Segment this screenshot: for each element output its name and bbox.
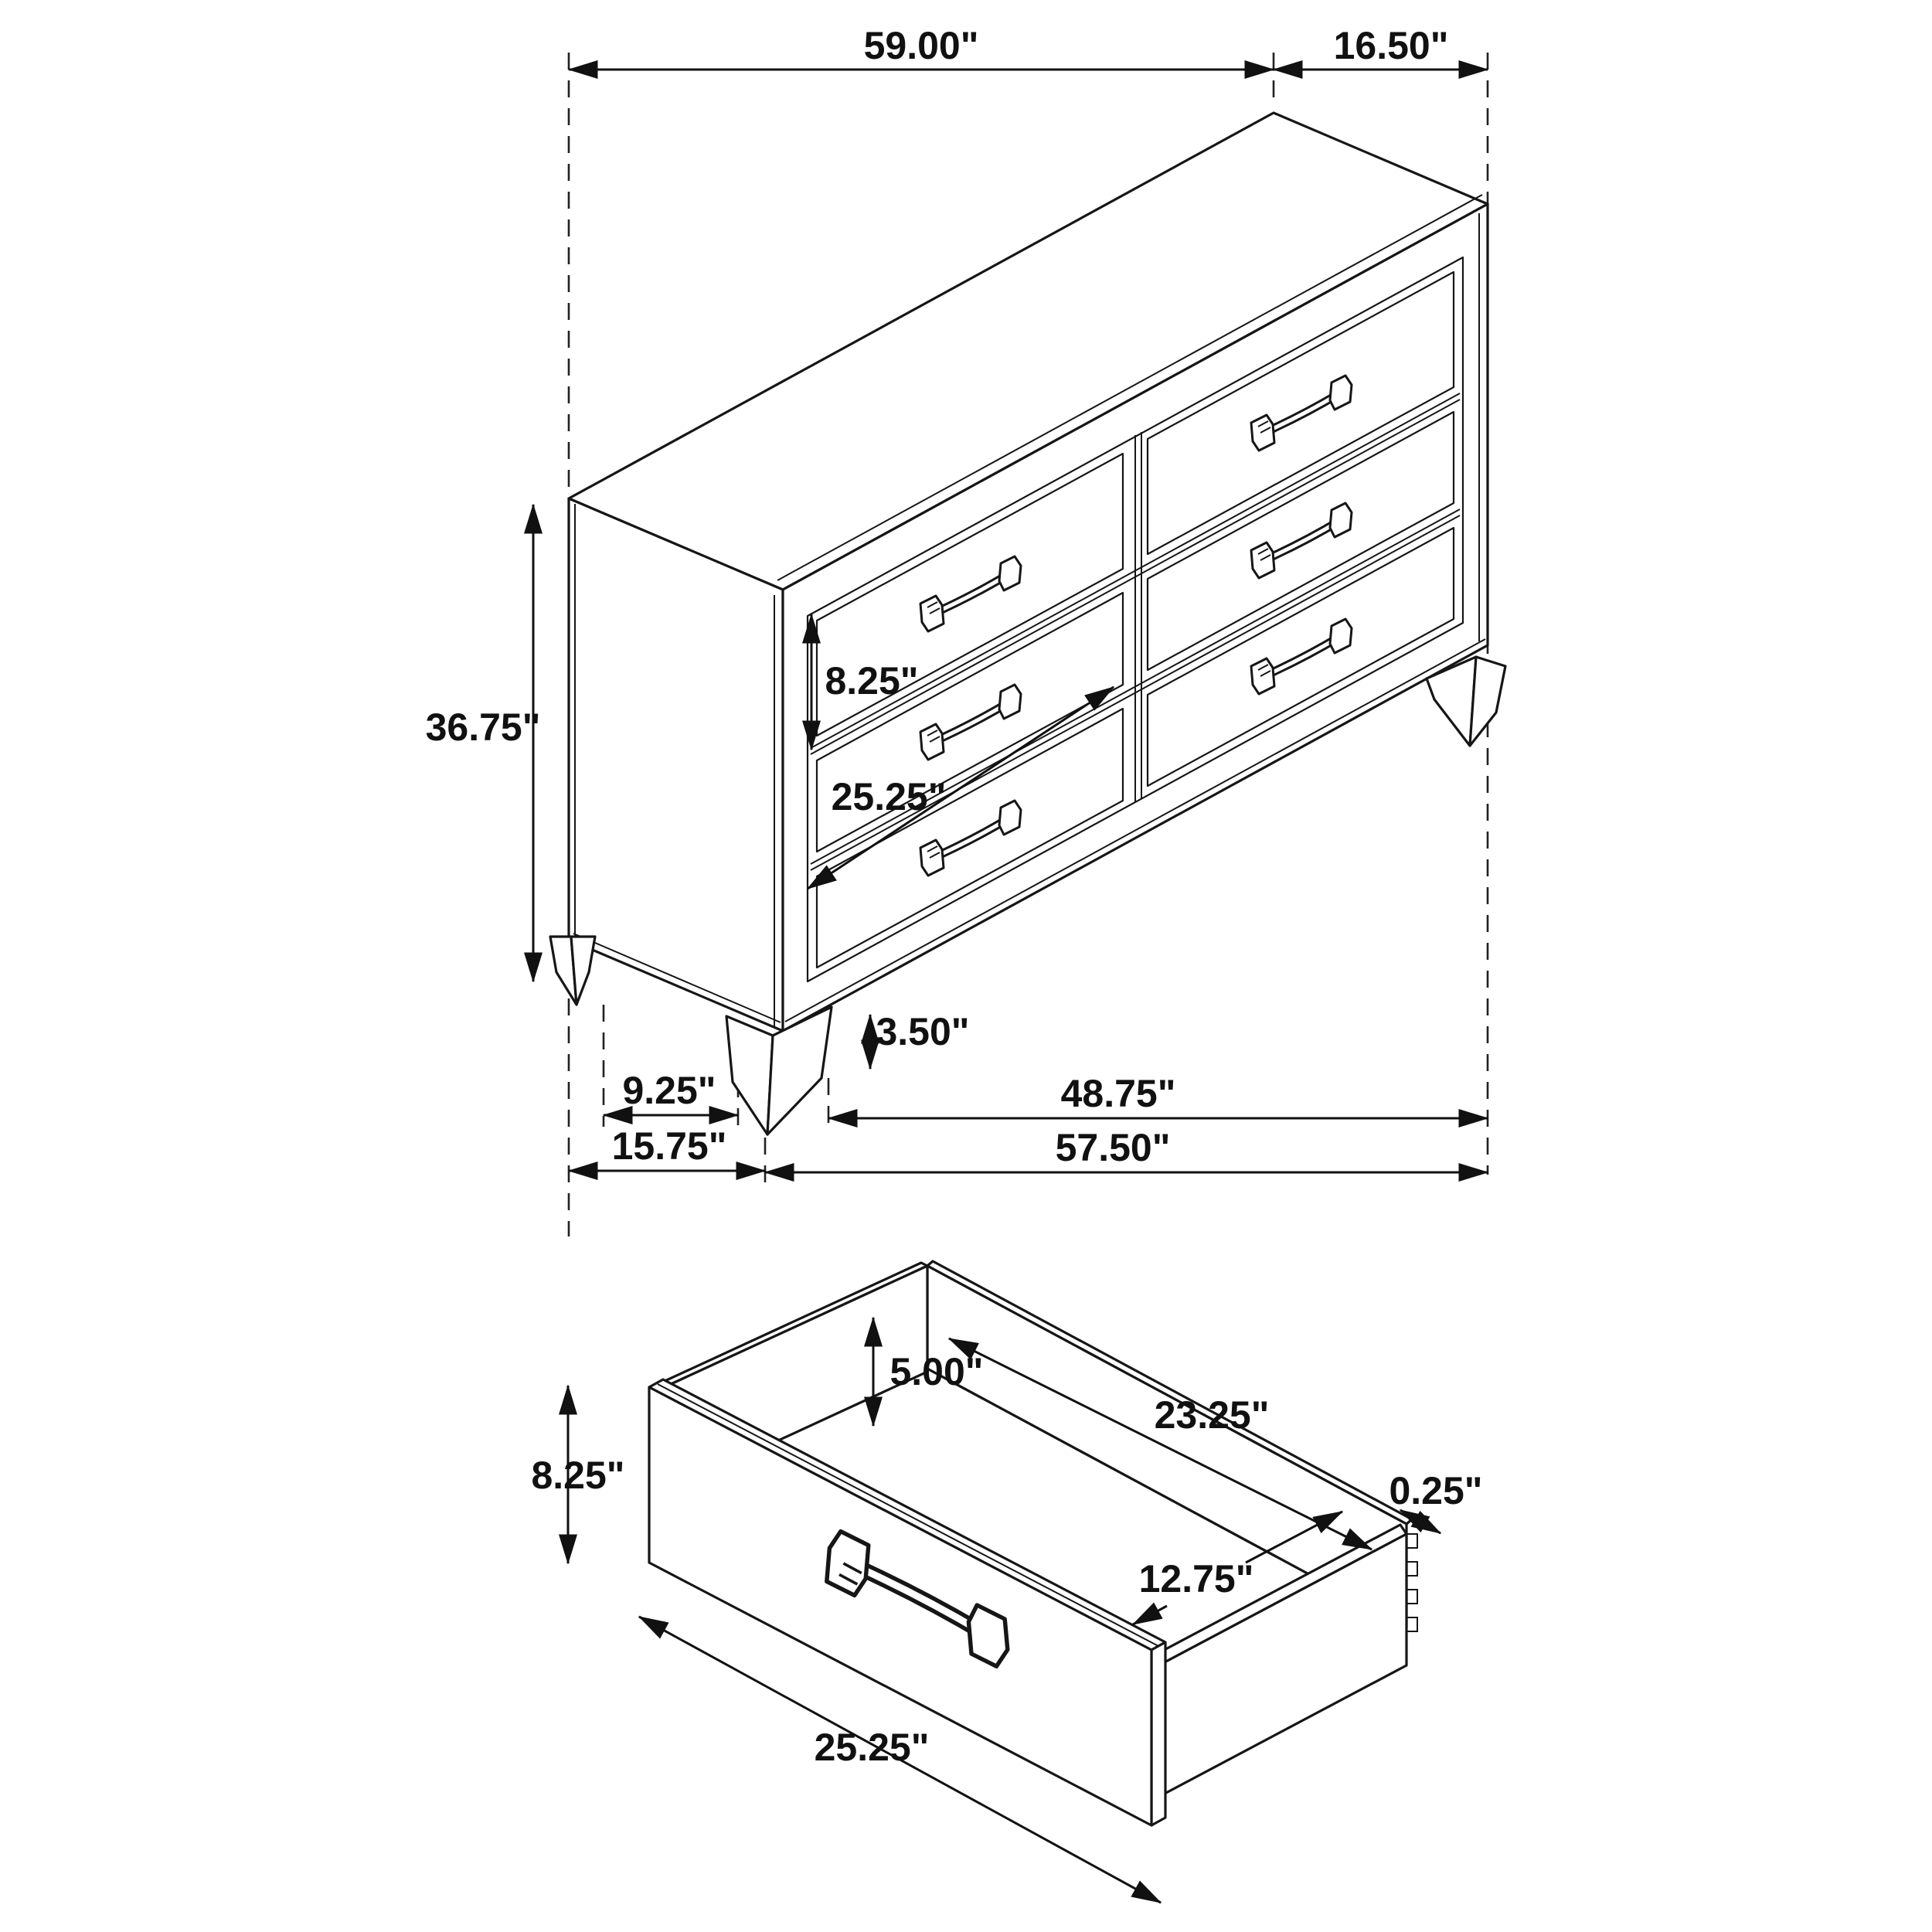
- dresser-left-side-face: [569, 498, 783, 1031]
- dim-label-drawer-width: 25.25": [814, 1726, 930, 1769]
- dresser-figure: [426, 24, 1505, 1236]
- dim-label-drawer-front-height: 8.25": [825, 659, 919, 702]
- drawer-front-panel-edge: [1151, 1642, 1165, 1825]
- dim-label-foot-side-spacing: 9.25": [622, 1069, 716, 1112]
- dim-label-panel-thickness: 0.25": [1389, 1469, 1483, 1512]
- foot-back-left-b: [571, 937, 595, 1005]
- foot-front-a: [726, 1016, 773, 1134]
- drawer-box: [649, 1261, 1417, 1825]
- dim-label-top-depth: 16.50": [1333, 24, 1449, 67]
- dim-foot-height: [870, 1010, 970, 1069]
- dim-overall-front-width: [765, 1126, 1488, 1172]
- dim-label-inner-length: 23.25": [1154, 1393, 1270, 1437]
- dim-overall-depth: [569, 1124, 765, 1171]
- dim-label-drawer-front-width: 25.25": [831, 775, 947, 818]
- dim-overall-height: [426, 505, 541, 981]
- dim-label-foot-height: 3.50": [876, 1010, 970, 1053]
- dim-base-front-width: [828, 1072, 1488, 1118]
- dim-label-top-width: 59.00": [863, 24, 979, 67]
- dim-label-inner-depth: 12.75": [1138, 1557, 1254, 1600]
- drawer-figure: [531, 1261, 1482, 1903]
- dim-label-base-front-width: 48.75": [1060, 1072, 1176, 1115]
- dim-foot-side-spacing: [604, 1069, 738, 1115]
- dim-drawer-front-height: [531, 1386, 624, 1563]
- dim-top-depth: [1274, 24, 1488, 70]
- dim-label-overall-depth: 15.75": [611, 1124, 727, 1168]
- dim-label-drawer-height: 8.25": [531, 1454, 625, 1497]
- dim-label-overall-front-width: 57.50": [1055, 1126, 1171, 1169]
- dim-top-width: [569, 24, 1274, 70]
- dim-label-inner-height: 5.00": [889, 1350, 984, 1393]
- dovetail-joint-edge: [1406, 1534, 1417, 1646]
- dresser-body: [550, 113, 1505, 1134]
- dim-label-overall-height: 36.75": [425, 706, 541, 749]
